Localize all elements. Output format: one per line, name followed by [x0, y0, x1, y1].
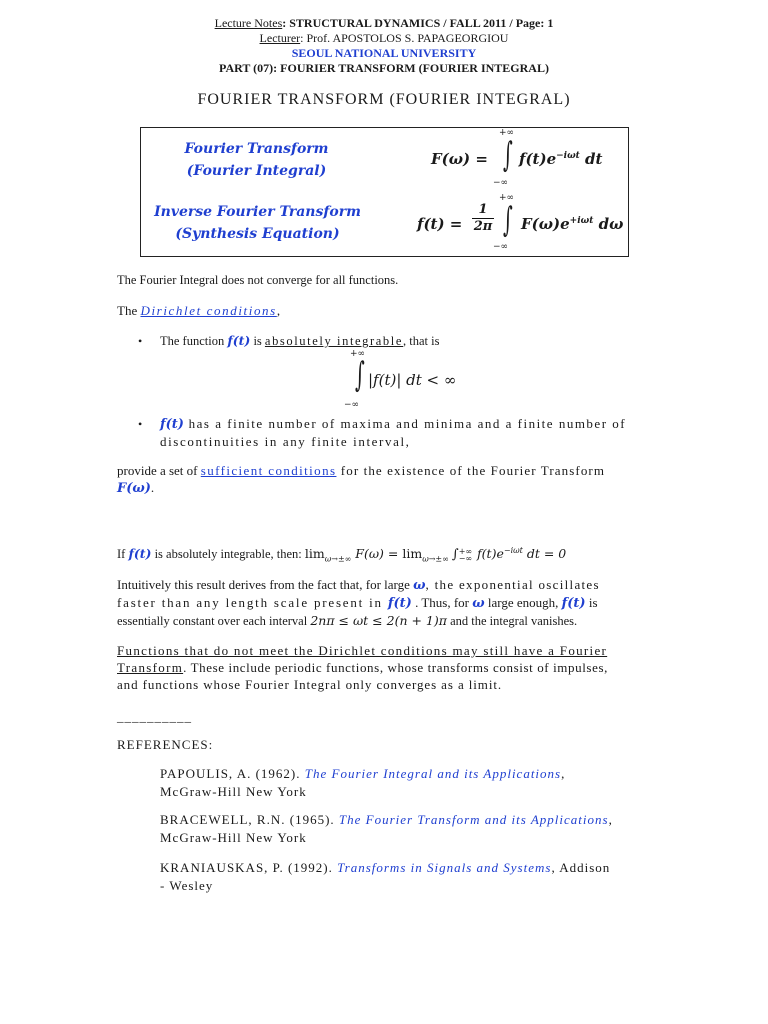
- inverse-integrand: [521, 215, 623, 233]
- inverse-label: [141, 201, 374, 245]
- inverse-label-line1: Inverse Fourier Transform: [154, 204, 361, 220]
- p4-int-upper: +∞: [458, 547, 473, 557]
- dirichlet-post: ,: [276, 303, 281, 318]
- p3-post: for the existence of the Fourier Transform: [336, 463, 606, 478]
- p5-l3-post: and the integral vanishes.: [446, 614, 578, 628]
- p4-pre: If: [117, 547, 129, 562]
- p4-ft: f(t): [128, 546, 152, 562]
- p5-l1-pre: Intuitively this result derives from the fact that, for large: [117, 577, 414, 592]
- ref3-post: , Addison: [551, 860, 611, 875]
- p3-dot: .: [150, 480, 155, 495]
- ref1-title: The Fourier Integral and its Applications: [304, 766, 562, 781]
- university: SEOUL NATIONAL UNIVERSITY: [291, 46, 477, 60]
- fraction: [472, 202, 494, 235]
- forward-lower-limit: −∞: [493, 178, 509, 188]
- bullet-dot-2: •: [138, 417, 143, 431]
- forward-label-line1: Fourier Transform: [184, 141, 329, 157]
- forward-label-line2: (Fourier Integral): [186, 163, 327, 179]
- reference-1: [160, 765, 565, 801]
- p3-pre: provide a set of: [117, 463, 201, 478]
- header-line-lecturer: [0, 31, 768, 46]
- inverse-upper-limit: +∞: [499, 193, 515, 203]
- p6-l2-post: . These include periodic functions, whose transforms consist of impulses,: [183, 660, 608, 675]
- p5-l2-mid: . Thus, for: [411, 595, 473, 610]
- p5-l3-math: 2nπ ≤ ωt ≤ 2(n + 1)π: [310, 613, 447, 628]
- b1-is: is: [250, 334, 265, 348]
- inverse-lhs: f(t) =: [417, 215, 463, 233]
- abs-integral-sign: ∫: [354, 355, 365, 395]
- dirichlet-pre: The: [117, 303, 141, 318]
- b2-line2: discontinuities in any finite interval,: [160, 434, 411, 449]
- p4-int-lower: −∞: [458, 554, 473, 564]
- divider: __________: [117, 709, 192, 724]
- forward-exponent: −iωt: [556, 151, 580, 161]
- p4-exp: −iωt: [503, 546, 523, 555]
- p5-l2-post: is: [585, 595, 598, 610]
- p6-l3: and functions whose Fourier Integral only converges as a limit.: [117, 677, 502, 692]
- notes-label: Lecture Notes: [214, 16, 283, 30]
- abs-int-upper: +∞: [350, 349, 366, 359]
- paragraph-dirichlet: [117, 302, 280, 319]
- p4-lim2: lim: [402, 546, 423, 562]
- p4-F: F(ω) =: [351, 546, 403, 562]
- p5-omega: ω: [413, 578, 426, 593]
- fraction-denominator: 2π: [473, 219, 493, 234]
- ref3-author: KRANIAUSKAS, P. (1992).: [160, 860, 338, 875]
- p4-sub2: ω→±∞: [422, 554, 449, 564]
- notes-rest: : STRUCTURAL DYNAMICS / FALL 2011 / Page: 1: [282, 16, 554, 30]
- paragraph-convergence: The Fourier Integral does not converge for all functions.: [117, 273, 399, 287]
- p5-l2-pre: faster than any length scale present in: [117, 595, 388, 610]
- p4-int-limits: [459, 548, 472, 562]
- ref2-author: BRACEWELL, R.N. (1965).: [160, 812, 339, 827]
- p3-F: F(ω): [117, 481, 151, 496]
- forward-integral-sign: ∫: [502, 135, 513, 175]
- inverse-label-line2: (Synthesis Equation): [175, 226, 340, 242]
- ref1-post: ,: [561, 766, 566, 781]
- lecturer-rest: : Prof. APOSTOLOS S. PAPAGEORGIOU: [300, 31, 509, 45]
- sufficient-conditions-link[interactable]: sufficient conditions: [200, 463, 337, 478]
- bullet-1-text: [160, 332, 439, 350]
- inverse-integral-sign: ∫: [502, 200, 513, 240]
- paragraph-non-dirichlet: [117, 642, 608, 693]
- abs-int-lower: −∞: [344, 400, 360, 410]
- bullet-dot-1: •: [138, 334, 143, 348]
- forward-upper-limit: +∞: [499, 128, 515, 138]
- p4-int-expr: f(t)e: [473, 546, 504, 562]
- paragraph-intuitive: [117, 576, 600, 630]
- p4-small-integral: ∫: [451, 547, 459, 563]
- forward-integrand-body: f(t)e: [519, 150, 557, 168]
- ref2-post: ,: [608, 812, 613, 827]
- forward-differential: dt: [579, 150, 603, 168]
- p6-underlined-line1: Functions that do not meet the Dirichlet conditions may still have a Fourier: [117, 643, 608, 658]
- reference-3: [160, 859, 610, 895]
- p5-ft2: f(t): [561, 596, 586, 611]
- lecturer-label: Lecturer: [259, 31, 301, 45]
- definition-box: [140, 127, 629, 257]
- p5-l2-mid2: large enough,: [484, 595, 562, 610]
- ref3-title: Transforms in Signals and Systems: [337, 860, 552, 875]
- b2-line1: has a finite number of maxima and minima and a finite number of: [183, 416, 627, 431]
- page-title: FOURIER TRANSFORM (FOURIER INTEGRAL): [197, 91, 571, 108]
- abs-int-expression: |f(t)| dt < ∞: [368, 371, 457, 389]
- p5-ft: f(t): [387, 596, 412, 611]
- forward-lhs: F(ω) =: [431, 150, 488, 168]
- part-title: PART (07): FOURIER TRANSFORM (FOURIER INTEGRAL): [219, 61, 549, 75]
- p4-end: dt = 0: [522, 546, 567, 562]
- dirichlet-conditions-link[interactable]: Dirichlet conditions: [140, 303, 277, 318]
- forward-integrand: [519, 150, 602, 168]
- header-line-notes: [0, 16, 768, 31]
- p5-l1-post: , the exponential oscillates: [425, 577, 600, 592]
- b1-absolutely-integrable: absolutely integrable: [264, 334, 404, 348]
- b1-pre: The function: [160, 334, 228, 348]
- inverse-integrand-body: F(ω)e: [521, 215, 570, 233]
- b2-ft: f(t): [160, 417, 184, 432]
- inverse-differential: dω: [593, 215, 624, 233]
- paragraph-limit: [117, 542, 566, 568]
- b1-ft: f(t): [227, 333, 251, 348]
- ref2-title: The Fourier Transform and its Applications: [338, 812, 609, 827]
- paragraph-sufficient: [117, 462, 605, 497]
- b1-post: , that is: [403, 334, 440, 348]
- ref1-author: PAPOULIS, A. (1962).: [160, 766, 305, 781]
- p5-l3-pre: essentially constant over each interval: [117, 614, 311, 628]
- p5-omega2: ω: [472, 596, 485, 611]
- inverse-lower-limit: −∞: [493, 242, 509, 252]
- inverse-exponent: +iωt: [569, 216, 594, 226]
- p4-mid: is absolutely integrable, then:: [151, 547, 305, 562]
- ref3-publisher: - Wesley: [160, 878, 214, 893]
- bullet-2-text: [160, 415, 626, 450]
- reference-2: [160, 811, 613, 847]
- p6-underlined-transform: Transform: [117, 660, 184, 675]
- forward-label: [149, 138, 364, 182]
- fraction-numerator: 1: [478, 202, 488, 217]
- references-heading: REFERENCES:: [117, 737, 214, 752]
- p4-sub1: ω→±∞: [324, 554, 352, 564]
- ref2-publisher: McGraw-Hill New York: [160, 830, 307, 845]
- ref1-publisher: McGraw-Hill New York: [160, 784, 307, 799]
- p4-lim1: lim: [304, 546, 325, 562]
